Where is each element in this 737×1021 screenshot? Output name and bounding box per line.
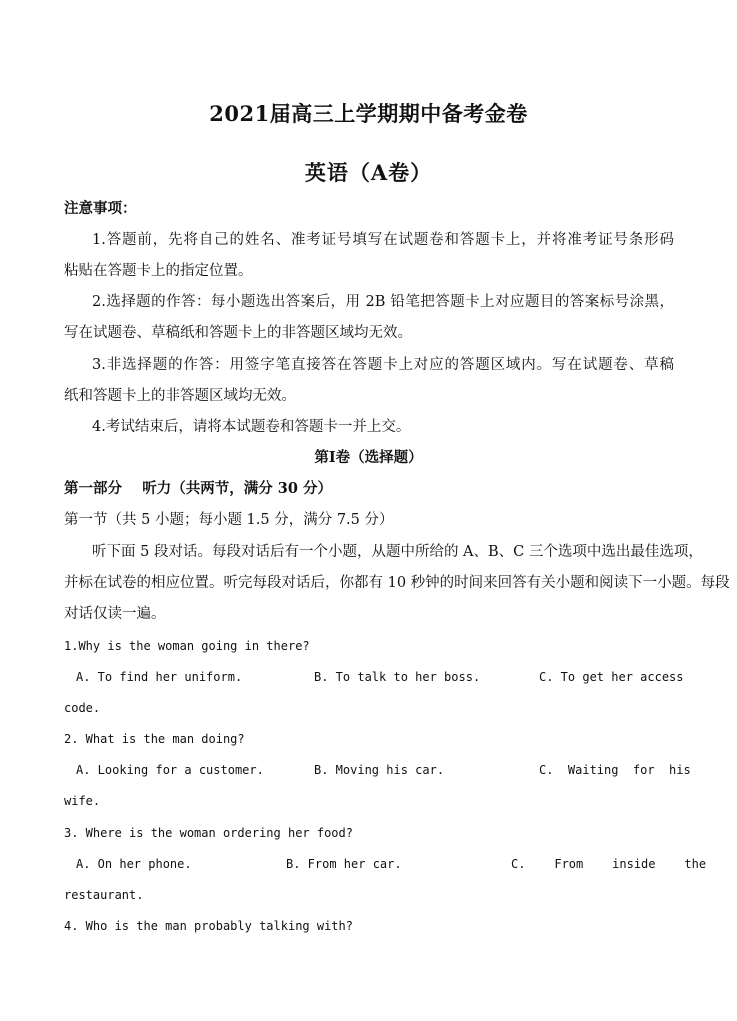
question-3-stem: 3. Where is the woman ordering her food? — [64, 826, 353, 840]
notice-line-7: 4.考试结束后，请将本试题卷和答题卡一并上交。 — [92, 419, 411, 435]
exam-title: 2021届高三上学期期中备考金卷 — [209, 101, 528, 126]
question-1-option-a: A. To find her uniform. — [76, 670, 243, 684]
question-1-option-c-cont: code. — [64, 701, 101, 715]
instruction-line-2: 并标在试卷的相应位置。听完每段对话后，你都有 10 秒钟的时间来回答有关小题和阅读下一小题。每段 — [64, 575, 730, 591]
question-3-option-b: B. From her car. — [286, 857, 402, 871]
question-3-option-c: C. From inside the — [511, 857, 707, 871]
instruction-line-3: 对话仅读一遍。 — [64, 606, 166, 622]
question-2-stem: 2. What is the man doing? — [64, 732, 245, 746]
notice-line-5: 3.非选择题的作答：用签字笔直接答在答题卡上对应的答题区域内。写在试题卷、草稿 — [92, 357, 674, 373]
instruction-line-1: 听下面 5 段对话。每段对话后有一个小题，从题中所给的 A、B、C 三个选项中选出最佳选项， — [92, 544, 703, 560]
question-2-option-c-cont: wife. — [64, 794, 101, 808]
notice-line-4: 写在试题卷、草稿纸和答题卡上的非答题区域均无效。 — [64, 325, 412, 341]
exam-subtitle: 英语（A卷） — [304, 160, 433, 185]
question-1-option-b: B. To talk to her boss. — [314, 670, 481, 684]
section-heading: 第一节（共 5 小题；每小题 1.5 分，满分 7.5 分） — [64, 512, 394, 528]
question-2-option-c: C. Waiting for his — [539, 763, 691, 777]
notice-line-1: 1.答题前，先将自己的姓名、准考证号填写在试题卷和答题卡上，并将准考证号条形码 — [92, 232, 674, 248]
question-1-option-c: C. To get her access — [539, 670, 684, 684]
part-heading: 第一部分 听力（共两节，满分 30 分） — [64, 480, 332, 497]
question-3-option-c-cont: restaurant. — [64, 888, 144, 902]
notice-line-6: 纸和答题卡上的非答题区域均无效。 — [64, 388, 296, 404]
notice-heading: 注意事项： — [64, 200, 137, 217]
question-1-stem: 1.Why is the woman going in there? — [64, 639, 310, 653]
notice-line-2: 粘贴在答题卡上的指定位置。 — [64, 263, 253, 279]
volume-heading: 第Ⅰ卷（选择题） — [314, 449, 423, 466]
question-4-stem: 4. Who is the man probably talking with? — [64, 919, 353, 933]
question-2-option-b: B. Moving his car. — [314, 763, 445, 777]
question-3-option-a: A. On her phone. — [76, 857, 192, 871]
question-2-option-a: A. Looking for a customer. — [76, 763, 264, 777]
notice-line-3: 2.选择题的作答：每小题选出答案后，用 2B 铅笔把答题卡上对应题目的答案标号涂黑， — [92, 294, 674, 310]
